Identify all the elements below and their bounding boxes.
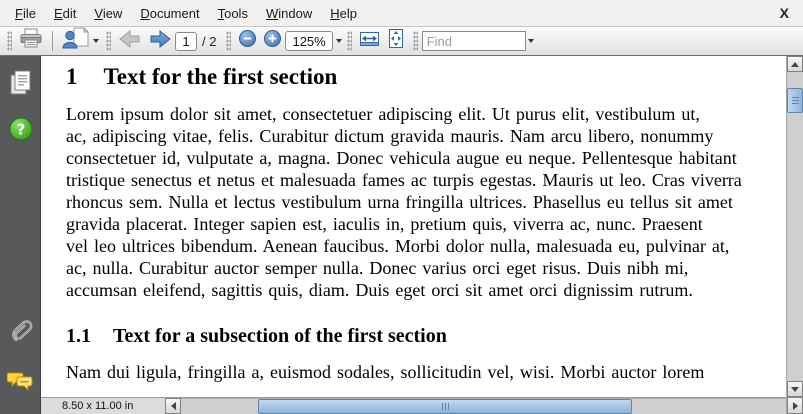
menubar — [0, 0, 803, 27]
subsection-title: Text for a subsection of the first section — [113, 325, 447, 347]
text-line: accumsan eleifend, sagittis quis, diam. Duis eget orci sit amet orci dignissim rutrum. — [66, 280, 693, 300]
horizontal-scroll-thumb[interactable] — [258, 399, 632, 414]
text-line: vel leo ultrices bibendum. Aenean faucibus. Morbi dolor nulla, malesuada eu, pulvinar at, — [66, 236, 730, 256]
find-widget — [422, 29, 536, 53]
document-page[interactable] — [41, 56, 786, 397]
review-comment-button[interactable] — [59, 29, 102, 53]
left-arrow-icon — [171, 402, 176, 410]
vertical-scrollbar[interactable] — [786, 56, 803, 414]
fit-page-button[interactable] — [383, 29, 409, 53]
attachments-tab[interactable] — [7, 319, 34, 346]
text-line: Nam dui ligula, fringilla a, euismod sodales, sollicitudin vel, wisi. Morbi auctor lorem — [66, 362, 705, 382]
section-heading — [66, 64, 786, 90]
toolbar-grip[interactable] — [413, 31, 418, 51]
scroll-left-button[interactable] — [165, 398, 181, 414]
howto-tab[interactable] — [7, 118, 34, 145]
page-total-label: / 2 — [202, 33, 217, 49]
thumb-grip-icon — [442, 403, 449, 410]
toolbar-separator — [52, 31, 53, 51]
person-page-icon — [62, 27, 90, 55]
next-page-button[interactable] — [145, 29, 175, 53]
fit-width-button[interactable] — [356, 29, 383, 53]
up-arrow-icon — [791, 62, 799, 67]
text-line: Lorem ipsum dolor sit amet, consectetuer adipiscing elit. Ut purus elit, vestibulum ut, — [66, 104, 700, 124]
help-question-icon — [8, 116, 34, 147]
text-line: ac, adipiscing vitae, felis. Curabitur dictum gravida mauris. Nam arcu libero, nonummy — [66, 126, 714, 146]
page-number-input[interactable]: 1 — [175, 32, 197, 51]
menu-tools[interactable]: Tools — [217, 5, 248, 21]
paperclip-icon — [8, 316, 34, 349]
find-dropdown[interactable] — [526, 29, 536, 53]
zoom-out-button[interactable] — [235, 29, 260, 53]
previous-page-button[interactable] — [115, 29, 145, 53]
horizontal-scrollbar[interactable] — [165, 398, 786, 414]
menu-help[interactable]: Help — [330, 5, 357, 21]
chevron-down-icon — [336, 39, 342, 43]
right-arrow-icon — [793, 402, 798, 410]
navigation-pane — [0, 56, 41, 414]
vertical-scroll-track[interactable] — [787, 72, 803, 381]
scroll-right-button[interactable] — [787, 397, 803, 414]
find-input[interactable] — [422, 31, 526, 51]
zoom-level-dropdown[interactable] — [335, 29, 343, 53]
toolbar-grip[interactable] — [106, 31, 111, 51]
printer-icon — [19, 28, 43, 54]
text-line: ac, nulla. Curabitur auctor semper nulla. Donec varius orci eget risus. Duis nibh mi, — [66, 258, 689, 278]
down-arrow-icon — [791, 387, 799, 392]
status-bar — [41, 397, 786, 414]
chevron-down-icon — [528, 39, 534, 43]
menu-edit[interactable]: Edit — [53, 5, 77, 21]
zoom-in-icon — [263, 29, 282, 53]
scroll-up-button[interactable] — [787, 56, 803, 72]
scroll-down-button[interactable] — [787, 381, 803, 397]
pages-tab[interactable] — [7, 71, 34, 98]
chevron-down-icon — [93, 39, 99, 43]
text-line: tristique senectus et netus et malesuada fames ac turpis egestas. Mauris ut leo. Cras viverra — [66, 170, 742, 190]
zoom-in-button[interactable] — [260, 29, 285, 53]
text-line: gravida placerat. Integer sapien est, iaculis in, pretium quis, viverra ac, nunc. Praesent — [66, 214, 703, 234]
horizontal-scroll-track[interactable] — [181, 398, 786, 414]
back-arrow-icon — [118, 29, 142, 54]
subsection-heading — [66, 325, 786, 348]
comments-tab[interactable] — [7, 370, 34, 397]
text-line: rhoncus sem. Nulla et lectus vestibulum urna fringilla ultrices. Phasellus eu tellus sit amet — [66, 192, 733, 212]
text-line: consectetuer id, vulputate a, magna. Donec vehicula augue eu neque. Pellentesque habitant — [66, 148, 737, 168]
fit-width-icon — [359, 29, 380, 54]
forward-arrow-icon — [148, 29, 172, 54]
page-size-label: 8.50 x 11.00 in — [62, 400, 134, 412]
menu-window[interactable]: Window — [265, 5, 313, 21]
vertical-scroll-thumb[interactable] — [787, 88, 803, 113]
toolbar-grip[interactable] — [226, 31, 231, 51]
subsection-number: 1.1 — [66, 325, 91, 347]
document-column — [41, 56, 786, 414]
zoom-level-combo[interactable]: 125% — [285, 31, 332, 51]
menu-document[interactable]: Document — [140, 5, 200, 21]
window-close-button[interactable]: X — [779, 5, 789, 21]
menu-file[interactable]: File — [15, 5, 36, 21]
svg-text:?: ? — [16, 120, 25, 139]
section-title: Text for the first section — [103, 64, 338, 89]
pages-icon — [8, 69, 33, 101]
fit-page-icon — [386, 28, 406, 54]
print-button[interactable] — [16, 29, 46, 53]
paragraph — [66, 361, 786, 383]
toolbar — [0, 27, 803, 56]
zoom-out-icon — [238, 29, 257, 53]
section-number: 1 — [66, 64, 78, 89]
paragraph — [66, 103, 786, 301]
main-area — [0, 56, 803, 414]
menu-view[interactable]: View — [94, 5, 123, 21]
toolbar-grip[interactable] — [347, 31, 352, 51]
comments-icon — [7, 369, 34, 398]
toolbar-grip[interactable] — [7, 31, 12, 51]
